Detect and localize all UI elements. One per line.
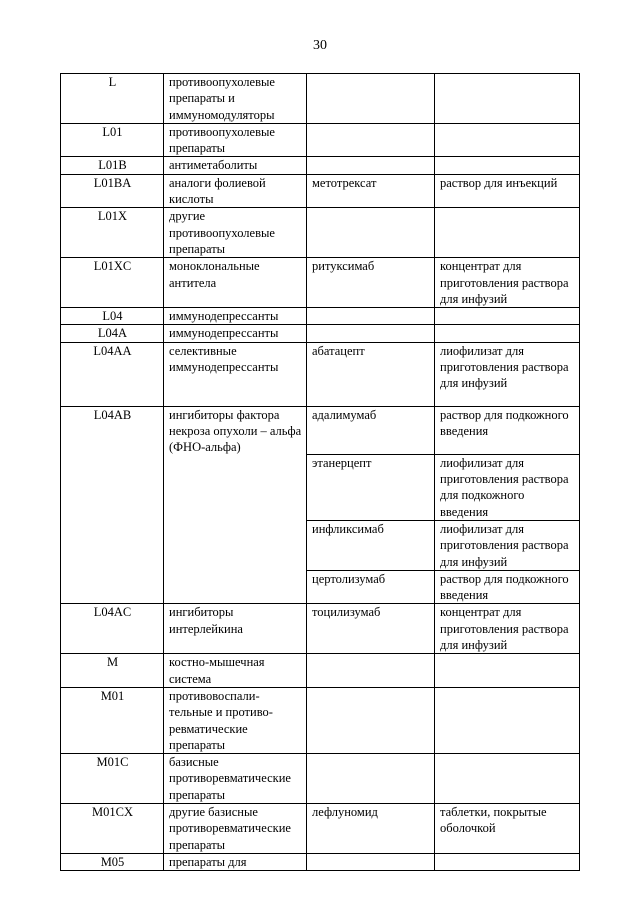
dosage-form-cell <box>435 604 580 654</box>
atc-code-cell-text: L <box>108 75 117 89</box>
atc-code-cell <box>61 654 164 688</box>
drug-name-cell <box>307 406 435 454</box>
group-name-cell <box>164 123 307 157</box>
atc-code-cell-text: L04A <box>97 326 128 341</box>
group-name-cell-text: другие противоопухолевые препараты <box>169 209 275 256</box>
atc-code-cell-text: L04 <box>102 309 123 324</box>
dosage-form-cell <box>435 123 580 157</box>
table-row <box>61 208 580 258</box>
drug-name-cell <box>307 454 435 520</box>
dosage-form-cell <box>435 406 580 454</box>
table-row <box>61 604 580 654</box>
group-name-cell <box>164 754 307 804</box>
group-name-cell <box>164 157 307 174</box>
group-name-cell <box>164 208 307 258</box>
table-row <box>61 754 580 804</box>
group-name-cell-text: препараты для <box>169 854 247 869</box>
table-body <box>61 74 580 871</box>
dosage-form-cell-text: концентрат для приготовления раствора для инфузий <box>440 605 569 653</box>
drug-name-cell-text: инфликсимаб <box>312 521 384 536</box>
dosage-form-cell <box>435 258 580 308</box>
table-row <box>61 174 580 208</box>
atc-code-cell-text: L01XC <box>93 259 132 274</box>
drug-name-cell <box>307 325 435 342</box>
page-number: 30 <box>313 38 327 53</box>
table-row <box>61 654 580 688</box>
atc-code-cell <box>61 406 164 604</box>
dosage-form-cell <box>435 342 580 406</box>
drug-name-cell <box>307 604 435 654</box>
group-name-cell <box>164 853 307 870</box>
table-row <box>61 687 580 753</box>
drug-name-cell-text: этанерцепт <box>312 455 372 470</box>
drug-name-cell-text: адалимумаб <box>312 407 377 422</box>
group-name-cell-text: костно-мышечная система <box>169 655 265 686</box>
atc-code-cell-text: L01B <box>98 158 127 173</box>
dosage-form-cell <box>435 74 580 124</box>
table-row <box>61 803 580 853</box>
atc-code-cell <box>61 604 164 654</box>
dosage-form-cell-text: раствор для подкожного введения <box>440 407 569 439</box>
drug-name-cell <box>307 803 435 853</box>
table-row <box>61 325 580 342</box>
drug-name-cell <box>307 570 435 604</box>
drug-name-cell <box>307 687 435 753</box>
drug-name-cell-text: цертолизумаб <box>312 571 386 586</box>
dosage-form-cell <box>435 174 580 208</box>
drug-name-cell-text: тоцилизумаб <box>312 605 381 620</box>
atc-code-cell <box>61 174 164 208</box>
atc-code-cell <box>61 754 164 804</box>
group-name-cell <box>164 406 307 604</box>
atc-code-cell <box>61 308 164 325</box>
group-name-cell-text: ингибиторы интерлейкина <box>169 605 243 636</box>
drug-name-cell <box>307 853 435 870</box>
atc-code-cell <box>61 123 164 157</box>
drug-name-cell <box>307 174 435 208</box>
atc-code-cell <box>61 74 164 124</box>
dosage-form-cell <box>435 208 580 258</box>
atc-code-cell-text: M01C <box>96 755 129 770</box>
group-name-cell <box>164 74 307 124</box>
atc-code-cell <box>61 803 164 853</box>
group-name-cell <box>164 654 307 688</box>
group-name-cell <box>164 325 307 342</box>
dosage-form-cell-text: лиофилизат для приготовления раствора для инфузий <box>440 521 569 569</box>
group-name-cell <box>164 258 307 308</box>
group-name-cell <box>164 342 307 406</box>
atc-code-cell <box>61 687 164 753</box>
group-name-cell-text: ингибиторы фактора некроза опухоли – альфа (ФНО-альфа) <box>169 407 302 455</box>
drug-name-cell-text: абатацепт <box>312 343 365 358</box>
group-name-cell-text: селективные иммунодепрессанты <box>169 343 279 375</box>
drug-table <box>60 73 580 871</box>
group-name-cell-text: иммунодепрессанты <box>169 326 279 341</box>
group-name-cell-text: противоопухолевые препараты и иммуномодуляторы <box>169 75 275 122</box>
table-row <box>61 258 580 308</box>
drug-name-cell <box>307 157 435 174</box>
atc-code-cell <box>61 325 164 342</box>
dosage-form-cell-text: таблетки, покрытые оболочкой <box>440 804 547 836</box>
atc-code-cell <box>61 853 164 870</box>
group-name-cell-text: иммунодепрессанты <box>169 309 279 324</box>
group-name-cell-text: антиметаболиты <box>169 158 258 173</box>
atc-code-cell <box>61 208 164 258</box>
atc-code-cell <box>61 157 164 174</box>
atc-code-cell <box>61 258 164 308</box>
group-name-cell <box>164 308 307 325</box>
group-name-cell-text: противоопухолевые препараты <box>169 124 275 156</box>
dosage-form-cell <box>435 520 580 570</box>
dosage-form-cell-text: лиофилизат для приготовления раствора для подкожного введения <box>440 455 569 519</box>
atc-code-cell-text: L04AC <box>93 605 132 620</box>
table-row <box>61 342 580 406</box>
atc-code-cell-text: M <box>106 655 119 670</box>
dosage-form-cell <box>435 754 580 804</box>
atc-code-cell <box>61 342 164 406</box>
dosage-form-cell <box>435 570 580 604</box>
drug-name-cell-text: метотрексат <box>312 175 377 190</box>
group-name-cell <box>164 687 307 753</box>
atc-code-cell-text: L04AB <box>93 407 132 422</box>
atc-code-cell-text: L04AA <box>93 343 132 358</box>
group-name-cell-text: базисные противоревматические препараты <box>169 755 291 802</box>
table-row <box>61 853 580 870</box>
dosage-form-cell-text: раствор для подкожного введения <box>440 571 569 603</box>
dosage-form-cell <box>435 308 580 325</box>
drug-name-cell <box>307 342 435 406</box>
drug-name-cell-text: ритуксимаб <box>312 259 375 274</box>
drug-name-cell <box>307 308 435 325</box>
table-row <box>61 74 580 124</box>
group-name-cell-text: моноклональные антитела <box>169 259 260 290</box>
dosage-form-cell-text: раствор для инъекций <box>440 175 558 190</box>
atc-code-cell-text: M01 <box>100 688 125 703</box>
drug-name-cell <box>307 123 435 157</box>
table-row <box>61 123 580 157</box>
dosage-form-cell <box>435 803 580 853</box>
atc-code-cell-text: L01 <box>102 124 123 139</box>
dosage-form-cell <box>435 687 580 753</box>
dosage-form-cell-text: лиофилизат для приготовления раствора для инфузий <box>440 343 569 391</box>
atc-code-cell-text: L01X <box>97 209 128 224</box>
group-name-cell <box>164 604 307 654</box>
group-name-cell <box>164 803 307 853</box>
dosage-form-cell <box>435 454 580 520</box>
drug-name-cell <box>307 654 435 688</box>
dosage-form-cell-text: концентрат для приготовления раствора для инфузий <box>440 259 569 306</box>
table-row <box>61 157 580 174</box>
drug-name-cell <box>307 208 435 258</box>
drug-name-cell <box>307 754 435 804</box>
drug-name-cell <box>307 258 435 308</box>
atc-code-cell-text: M05 <box>100 854 125 869</box>
dosage-form-cell <box>435 654 580 688</box>
drug-name-cell <box>307 520 435 570</box>
table-row <box>61 406 580 454</box>
group-name-cell <box>164 174 307 208</box>
group-name-cell-text: другие базисные противоревматические препараты <box>169 804 291 852</box>
dosage-form-cell <box>435 157 580 174</box>
dosage-form-cell <box>435 853 580 870</box>
table-row <box>61 308 580 325</box>
group-name-cell-text: противовоспали-тельные и противо-ревматические препараты <box>169 688 273 752</box>
atc-code-cell-text: L01BA <box>93 175 132 190</box>
drug-name-cell-text: лефлуномид <box>312 804 378 819</box>
atc-code-cell-text: M01CX <box>92 804 133 819</box>
group-name-cell-text: аналоги фолиевой кислоты <box>169 175 266 207</box>
drug-name-cell <box>307 74 435 124</box>
dosage-form-cell <box>435 325 580 342</box>
